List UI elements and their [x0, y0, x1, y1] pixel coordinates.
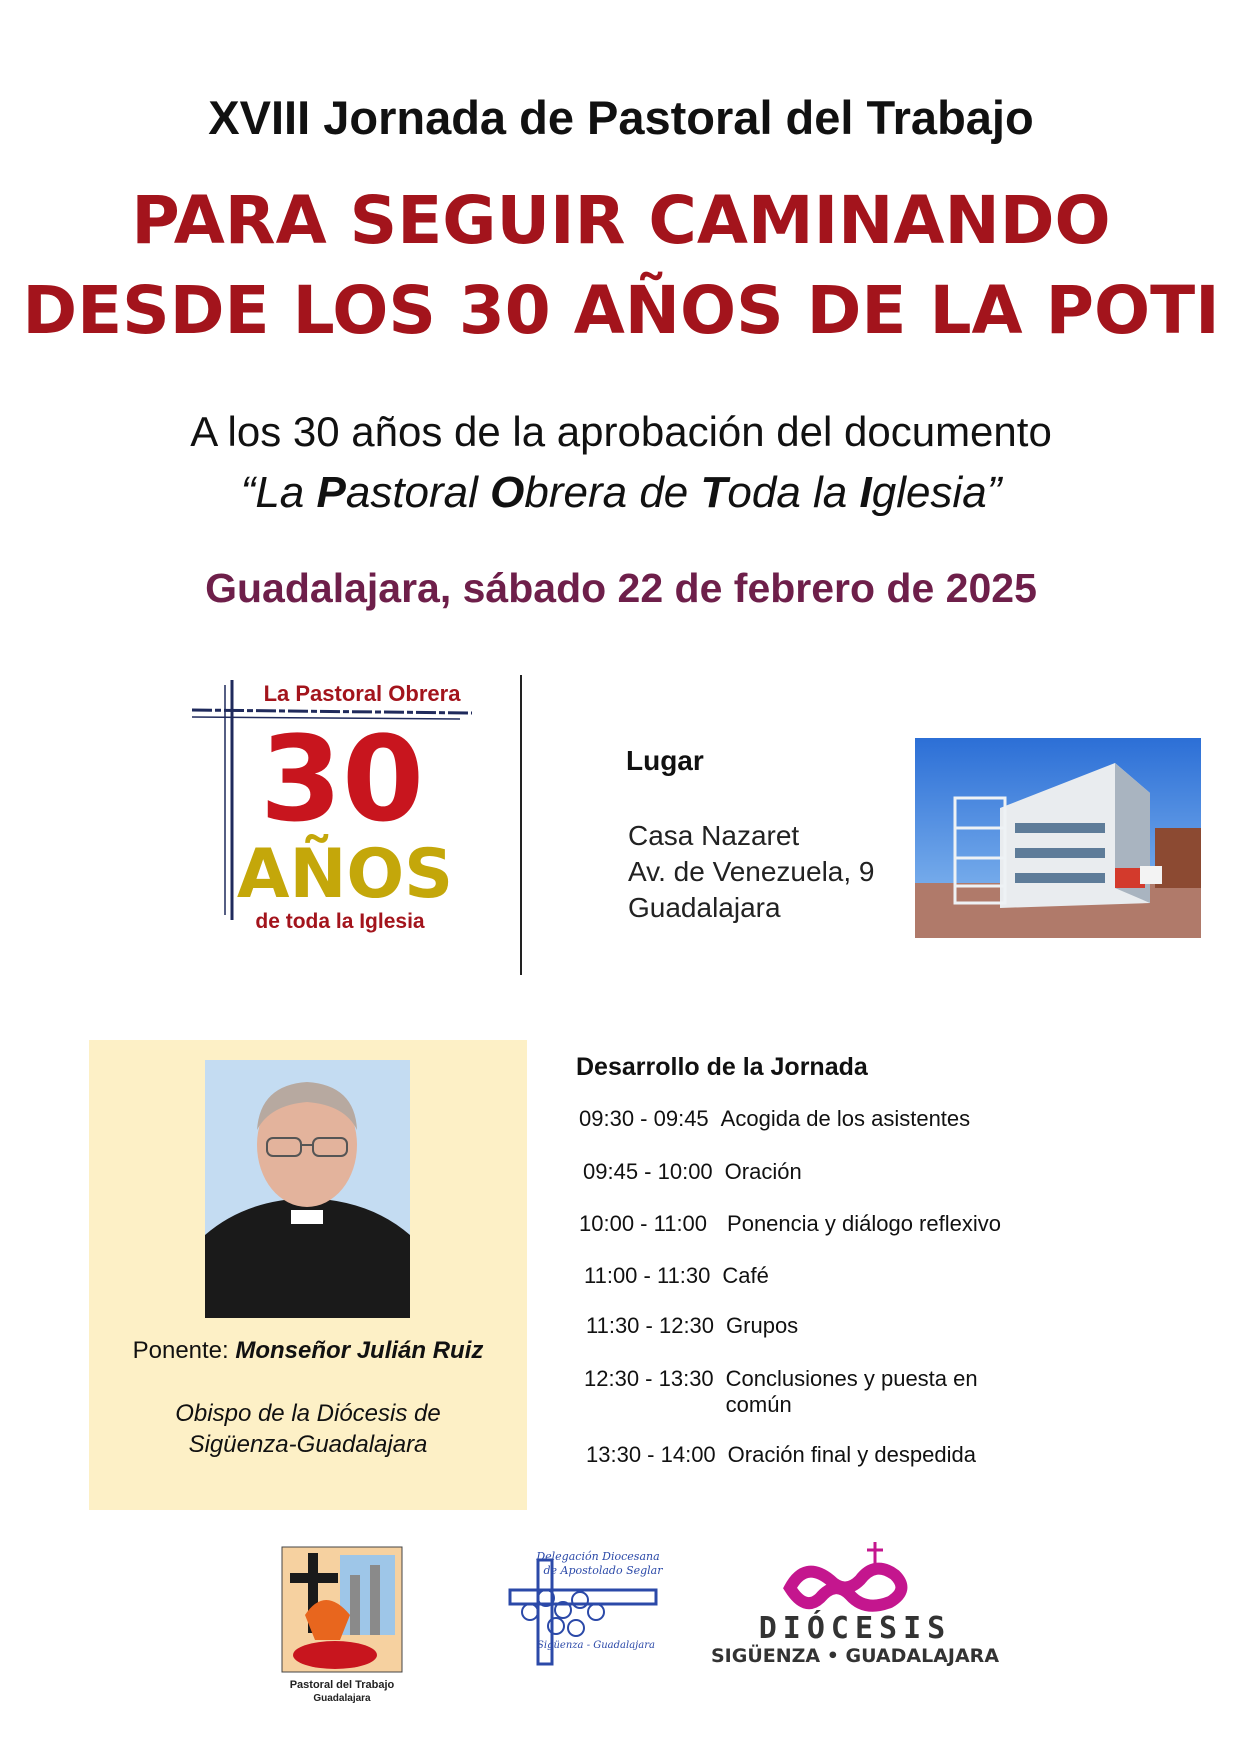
svg-text:Pastoral del Trabajo: Pastoral del Trabajo — [289, 1679, 395, 1691]
schedule-activity: Oración — [724, 1159, 802, 1184]
schedule-time: 12:30 - 13:30 — [584, 1366, 714, 1391]
venue-line: Guadalajara — [628, 892, 781, 923]
schedule-time: 11:30 - 12:30 — [586, 1313, 715, 1338]
doc-initial-t: T — [700, 468, 728, 517]
svg-text:Sigüenza - Guadalajara: Sigüenza - Guadalajara — [537, 1640, 655, 1651]
svg-text:Guadalajara: Guadalajara — [313, 1693, 371, 1704]
schedule-time: 09:30 - 09:45 — [579, 1106, 709, 1131]
diocesis-siguenza-guadalajara-logo — [710, 1540, 1000, 1667]
svg-text:de Apostolado Seglar: de Apostolado Seglar — [543, 1564, 663, 1577]
venue-address — [628, 818, 875, 926]
open-quote: “ — [240, 468, 256, 517]
doc-word-obrera: brera de — [524, 468, 701, 517]
schedule-activity: Café — [722, 1263, 769, 1288]
document-title — [0, 468, 1242, 518]
schedule-activity: Grupos — [726, 1313, 799, 1338]
venue-line: Av. de Venezuela, 9 — [628, 856, 875, 887]
schedule-item — [579, 1106, 970, 1132]
schedule-activity: Acogida de los asistentes — [720, 1106, 971, 1131]
close-quote: ” — [986, 468, 1002, 517]
schedule-item — [579, 1211, 1001, 1237]
speaker-name: Monseñor Julián Ruiz — [235, 1337, 484, 1364]
schedule-item — [586, 1442, 976, 1468]
doc-initial-i: I — [859, 468, 872, 517]
poti-30-years-logo — [190, 675, 490, 975]
speaker-role — [89, 1398, 527, 1460]
diocesis-word: DIÓCESIS — [758, 1611, 952, 1646]
schedule-time: 11:00 - 11:30 — [584, 1263, 711, 1288]
diocesis-place: SIGÜENZA • GUADALAJARA — [710, 1645, 1000, 1667]
delegacion-apostolado-seglar-logo — [508, 1548, 663, 1666]
doc-initial-o: O — [490, 468, 525, 517]
main-title-line-1: PARA SEGUIR CAMINANDO — [131, 182, 1111, 259]
schedule-time: 10:00 - 11:00 — [579, 1211, 708, 1236]
speaker-role-line: Sigüenza-Guadalajara — [188, 1431, 428, 1458]
doc-word-toda: oda la — [727, 468, 860, 517]
svg-text:Delegación Diocesana: Delegación Diocesana — [536, 1550, 660, 1563]
doc-word-iglesia: glesia — [871, 468, 987, 517]
doc-word-pastoral: astoral — [345, 468, 491, 517]
venue-building-photo — [915, 738, 1201, 938]
schedule-activity: Ponencia y diálogo reflexivo — [727, 1211, 1001, 1236]
doc-word-la: La — [255, 468, 317, 517]
schedule-item — [584, 1366, 1006, 1418]
event-heading: XVIII Jornada de Pastoral del Trabajo — [208, 91, 1034, 144]
pastoral-trabajo-logo — [280, 1545, 405, 1705]
main-title-line-2: DESDE LOS 30 AÑOS DE LA POTI — [22, 272, 1220, 349]
venue-label: Lugar — [626, 745, 704, 776]
vertical-divider — [520, 675, 522, 975]
intro-line: A los 30 años de la aprobación del documento — [190, 408, 1052, 455]
speaker-prefix: Ponente: — [132, 1337, 236, 1364]
event-date-line: Guadalajara, sábado 22 de febrero de 2025 — [205, 565, 1037, 611]
speaker-portrait — [205, 1060, 410, 1318]
logo-years: AÑOS — [236, 835, 454, 914]
schedule-activity: Conclusiones y puesta en común — [725, 1366, 978, 1417]
doc-initial-p: P — [316, 468, 346, 517]
schedule-time: 09:45 - 10:00 — [583, 1159, 713, 1184]
schedule-activity: Oración final y despedida — [727, 1442, 976, 1467]
schedule-item — [586, 1313, 798, 1339]
logo-bottom-text: de toda la Iglesia — [255, 910, 425, 933]
schedule-time: 13:30 - 14:00 — [586, 1442, 716, 1467]
schedule-title: Desarrollo de la Jornada — [576, 1053, 868, 1081]
speaker-name-line — [89, 1337, 527, 1365]
venue-line: Casa Nazaret — [628, 820, 800, 851]
speaker-role-line: Obispo de la Diócesis de — [175, 1400, 441, 1427]
logo-number: 30 — [259, 710, 425, 848]
schedule-item — [583, 1159, 802, 1185]
logo-top-text: La Pastoral Obrera — [263, 681, 461, 706]
schedule-item — [584, 1263, 769, 1289]
